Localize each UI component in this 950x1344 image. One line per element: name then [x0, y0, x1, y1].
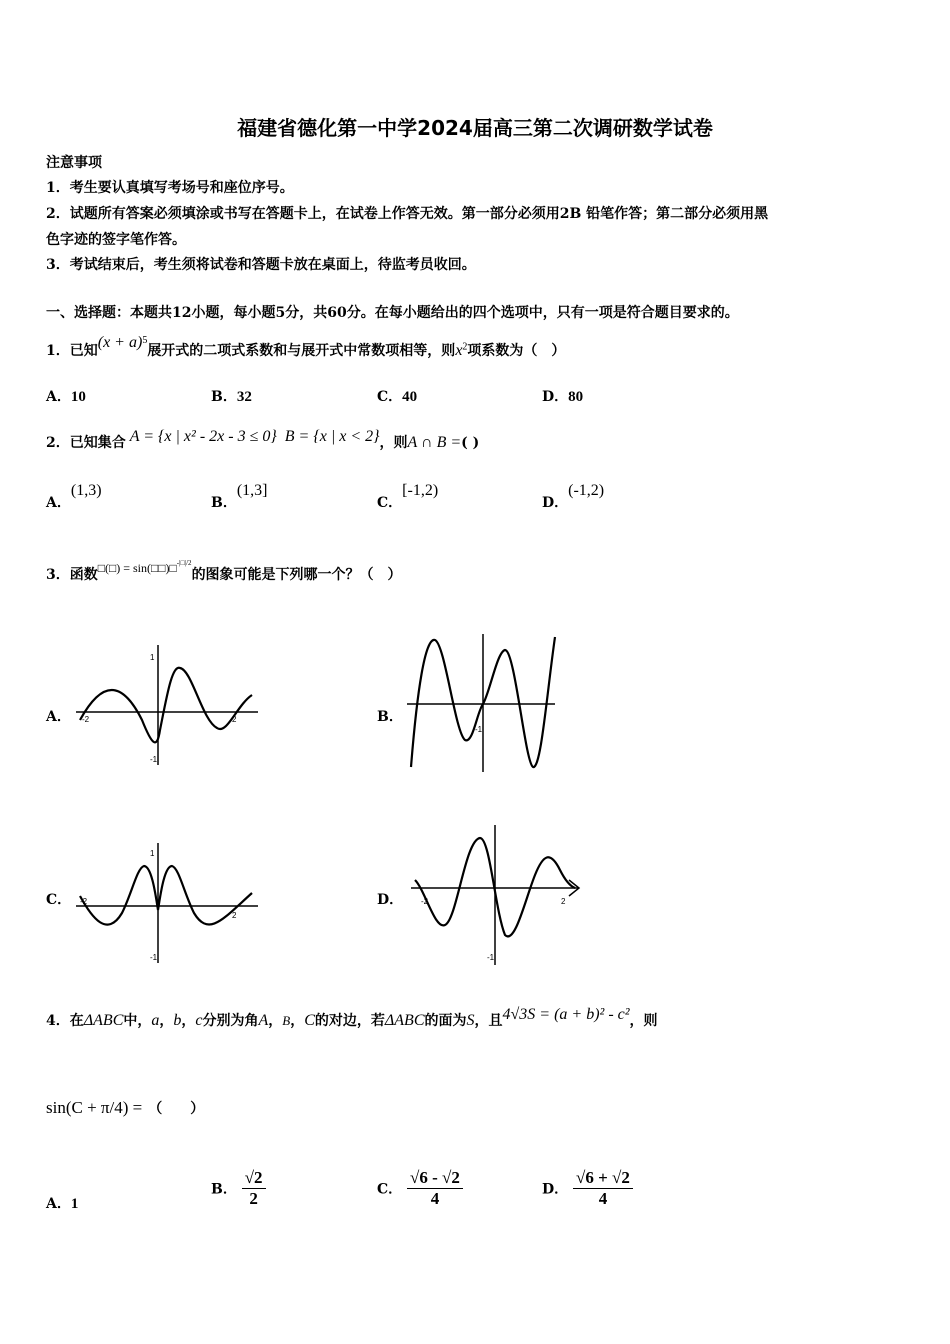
notice-item-3: 3．考试结束后，考生须将试卷和答题卡放在桌面上，待监考员收回。	[46, 257, 476, 273]
q4-option-b[interactable]: B． $\frac{√2}{2}$	[211, 1168, 266, 1209]
q1-exp: 5	[142, 335, 148, 347]
svg-text:1: 1	[150, 653, 155, 662]
q3-option-d-label[interactable]: D．	[377, 892, 404, 908]
q3-option-a-label[interactable]: A．	[46, 709, 71, 725]
q3-option-b-label[interactable]: B．	[377, 709, 403, 725]
q2-expr: A ∩ B =	[407, 434, 462, 451]
q1-option-b[interactable]: B．32	[211, 389, 252, 405]
q3-suffix: 的图象可能是下列哪一个？（ ）	[191, 567, 402, 583]
notice-item-2-cont: 色字迹的签字笔作答。	[46, 232, 186, 248]
svg-text:-1: -1	[150, 755, 158, 764]
section-header: 一、选择题：本题共12小题，每小题5分，共60分。在每小题给出的四个选项中，只有一项是符合题目要求的。	[46, 305, 739, 321]
svg-text:-2: -2	[421, 897, 429, 906]
question-3	[46, 559, 402, 584]
q3-graph-d[interactable]	[405, 820, 585, 970]
svg-text:-2: -2	[80, 897, 88, 906]
page-title: 福建省德化第一中学2024届高三第二次调研数学试卷	[237, 116, 713, 140]
q3-graph-c[interactable]	[72, 838, 262, 968]
q3-graph-b[interactable]	[405, 632, 565, 777]
question-4: 4．在ΔABC中，a，b，c分别为角A，B，C的对边，若ΔABC的面为S，且4√3S = (a + b)² - c²，则	[46, 1006, 658, 1029]
q1-option-a[interactable]: A．10	[46, 389, 86, 405]
svg-text:2: 2	[232, 715, 237, 724]
q4-condition: 4√3S = (a + b)² - c²	[502, 1006, 630, 1023]
q1-mid: 展开式的二项式系数和与展开式中常数项相等，则	[147, 343, 456, 359]
svg-text:-1: -1	[150, 953, 158, 962]
q2-set-b: B = {x | x < 2}	[284, 428, 380, 445]
q1-expr: (x + a)	[97, 334, 143, 351]
q3-option-c-label[interactable]: C．	[46, 892, 72, 908]
q3-expr: □(□) = sin(□□)□	[97, 561, 177, 575]
svg-text:-1: -1	[475, 725, 483, 734]
question-1	[46, 334, 566, 360]
q3-prefix: 3．函数	[46, 567, 98, 583]
q1-option-c[interactable]: C．40	[377, 389, 418, 405]
svg-text:2: 2	[561, 897, 566, 906]
q2-option-b[interactable]: B．(1,3]	[211, 482, 268, 511]
q4-option-d[interactable]: D． $\frac{√6 + √2}{4}$	[542, 1168, 633, 1209]
q1-suffix: 项系数为（ ）	[467, 343, 566, 359]
q1-option-d[interactable]: D．80	[542, 389, 584, 405]
q2-suffix: ( )	[461, 435, 480, 451]
notice-item-2: 2．试题所有答案必须填涂或书写在答题卡上，在试卷上作答无效。第一部分必须用2B 铅笔作答；第二部分必须用黑	[46, 206, 769, 222]
q4-option-a[interactable]: A．1	[46, 1196, 79, 1212]
q1-var: x	[455, 342, 463, 359]
q4-option-c[interactable]: C． $\frac{√6 - √2}{4}$	[377, 1168, 463, 1209]
notice-heading: 注意事项	[46, 155, 102, 171]
q1-var-exp: 2	[462, 341, 468, 353]
q2-set-a: A = {x | x² - 2x - 3 ≤ 0}	[129, 428, 277, 445]
q2-mid: ，则	[379, 435, 408, 451]
question-2	[46, 428, 480, 452]
svg-text:2: 2	[232, 911, 237, 920]
svg-text:-2: -2	[82, 715, 90, 724]
q3-expr-sup: -|□|/2	[176, 559, 192, 568]
q2-option-d[interactable]: D．(-1,2)	[542, 482, 605, 511]
q2-option-c[interactable]: C．[-1,2)	[377, 482, 439, 511]
q1-prefix: 1．已知	[46, 343, 98, 359]
notice-item-1: 1．考生要认真填写考场号和座位序号。	[46, 180, 294, 196]
svg-text:1: 1	[150, 849, 155, 858]
svg-text:-1: -1	[487, 953, 495, 962]
q2-prefix: 2．已知集合	[46, 435, 126, 451]
q4-expression: sin(C + π/4) = （ ）	[46, 1098, 205, 1117]
q2-option-a[interactable]: A．(1,3)	[46, 482, 102, 511]
q3-graph-a[interactable]	[72, 640, 262, 770]
